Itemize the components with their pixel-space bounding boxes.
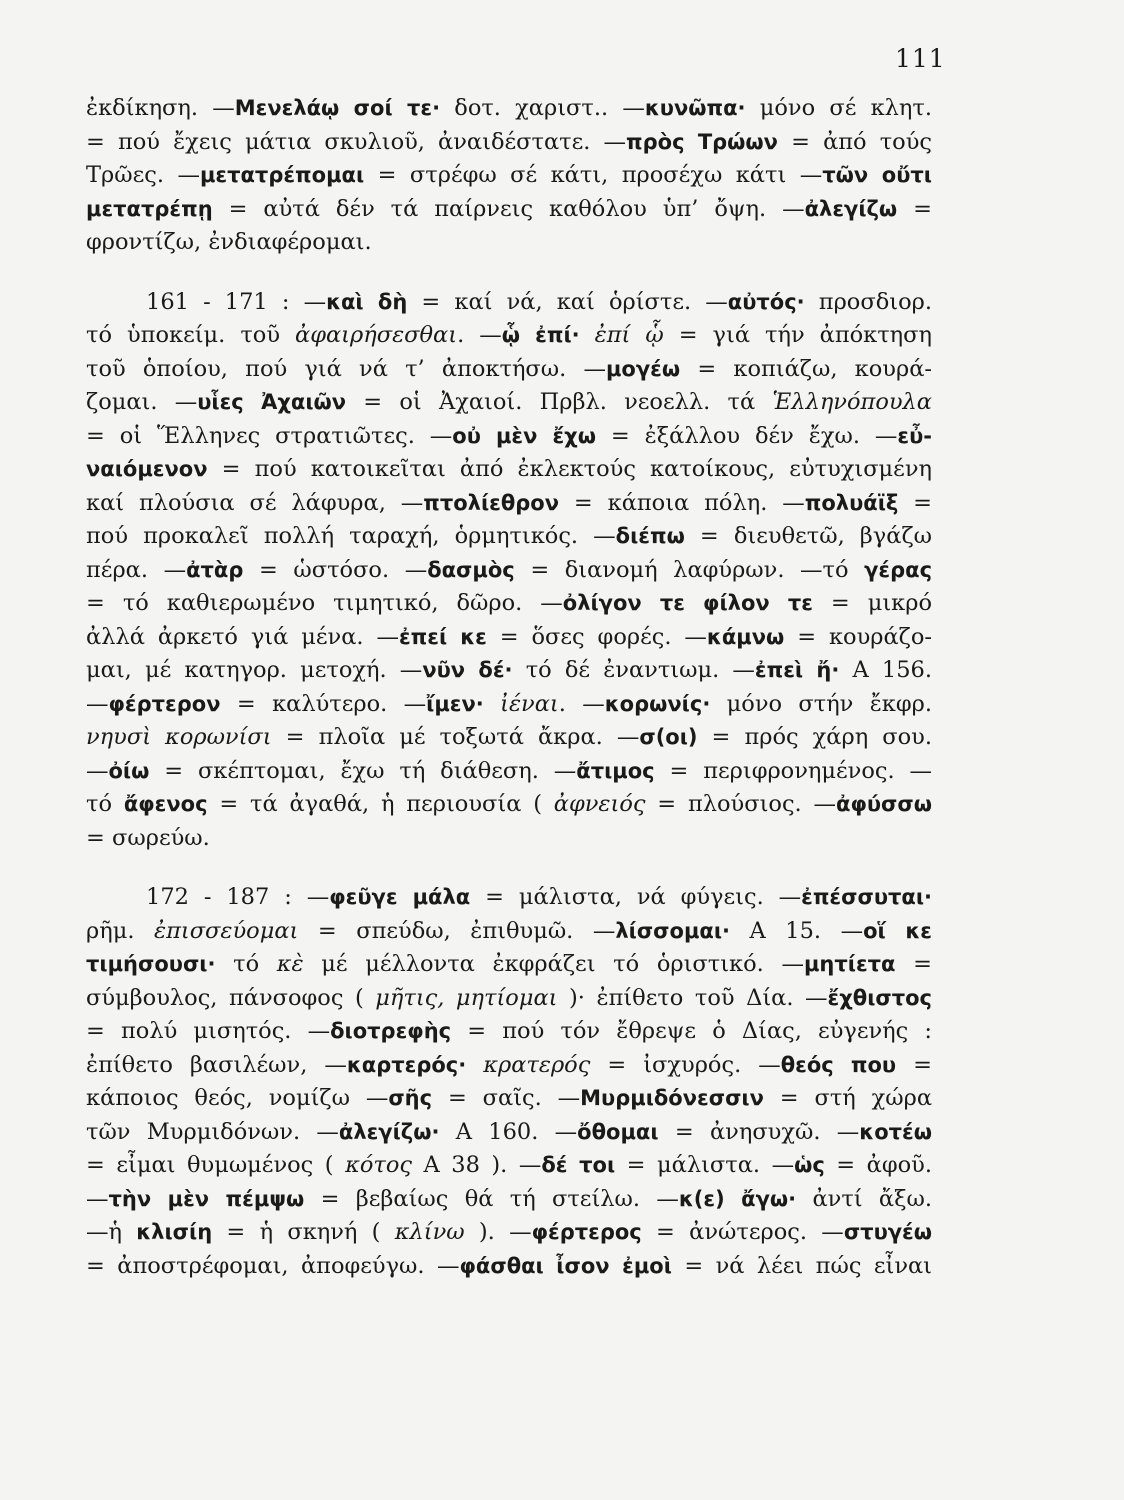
lemma-term: οἵ κε bbox=[863, 918, 932, 943]
lemma-term: κάμνω bbox=[706, 624, 785, 649]
lemma-term: εὖ- bbox=[897, 423, 932, 448]
lemma-term: δασμὸς bbox=[427, 557, 515, 582]
italic-form: ἀφαιρήσεσθαι bbox=[295, 322, 458, 348]
text-line: = ἀποστρέφομαι, ἀποφεύγω. —φάσθαι ἶσον ἐμοὶ = νά λέει πώς εἶναι bbox=[86, 1252, 932, 1279]
lemma-term: τιμήσουσι· bbox=[86, 952, 216, 976]
italic-form: κρατερός bbox=[483, 1051, 591, 1078]
lemma-term: ὡς bbox=[794, 1153, 825, 1177]
text-line: πέρα. —ἀτὰρ = ὡστόσο. —δασμὸς = διανομή λαφύρων. —τό γέρας bbox=[86, 556, 932, 583]
lemma-term: πολυάϊξ bbox=[804, 490, 899, 515]
text-line: τοῦ ὁποίου, πού γιά νά τ’ ἀποκτήσω. —μογέω = κοπιάζω, κουρά- bbox=[86, 355, 932, 382]
text-line: = οἱ Ἕλληνες στρατιῶτες. —οὐ μὲν ἔχω = ἐξάλλου δέν ἔχω. —εὖ- bbox=[86, 422, 932, 449]
text-line: = πού ἔχεις μάτια σκυλιοῦ, ἀναιδέστατε. —πρὸς Τρώων = ἀπό τούς bbox=[86, 128, 932, 155]
lemma-term: μετατρέπῃ bbox=[86, 196, 213, 221]
text-line: μετατρέπῃ = αὐτά δέν τά παίρνεις καθόλου ὑπ’ ὄψη. —ἀλεγίζω = bbox=[86, 195, 932, 222]
text-line: = τό καθιερωμένο τιμητικό, δῶρο. —ὀλίγον τε φίλον τε = μικρό bbox=[86, 590, 932, 616]
text-line: 172 - 187 : —φεῦγε μάλα = μάλιστα, νά φύγεις. —ἐπέσσυται· bbox=[146, 884, 932, 910]
text-line: φροντίζω, ἐνδιαφέρομαι. bbox=[86, 229, 372, 255]
lemma-term: πρὸς Τρώων bbox=[626, 129, 778, 154]
lemma-term: ἐπέσσυται· bbox=[801, 885, 932, 909]
text-line: μαι, μέ κατηγορ. μετοχή. —νῦν δέ· τό δέ ἐναντιωμ. —ἐπεὶ ἤ· Α 156. bbox=[86, 657, 932, 683]
page-number: 111 bbox=[895, 44, 946, 73]
lemma-term: κλισίη bbox=[136, 1220, 213, 1244]
lemma-term: αὐτός· bbox=[727, 289, 805, 314]
lemma-term: Μενελάῳ σοί τε· bbox=[234, 96, 441, 120]
lemma-term: τῶν οὔτι bbox=[822, 163, 932, 187]
text-line: —τὴν μὲν πέμψω = βεβαίως θά τή στείλω. —κ(ε) ἄγω· ἀντί ἄξω. bbox=[86, 1185, 932, 1212]
lemma-term: σῆς bbox=[388, 1086, 433, 1110]
lemma-term: κορωνίς· bbox=[604, 691, 711, 716]
text-line: τό ἄφενος = τά ἀγαθά, ἡ περιουσία ( ἀφνειός = πλούσιος. —ἀφύσσω bbox=[86, 791, 932, 817]
lemma-term: διοτρεφὴς bbox=[330, 1019, 452, 1043]
text-line: τιμήσουσι· τό κὲ μέ μέλλοντα ἐκφράζει τό ὁριστικό. —μητίετα = bbox=[86, 951, 932, 977]
lemma-term: κ(ε) ἄγω· bbox=[678, 1186, 797, 1211]
text-line: ἐπίθετο βασιλέων, —καρτερός· κρατερός = ἰσχυρός. —θεός που = bbox=[86, 1051, 932, 1078]
text-line: πού προκαλεῖ πολλή ταραχή, ὁρμητικός. —διέπω = διευθετῶ, βγάζω bbox=[86, 523, 932, 549]
text-line: = πολύ μισητός. —διοτρεφὴς = πού τόν ἔθρεψε ὁ Δίας, εὐγενής : bbox=[86, 1018, 932, 1044]
text-line: = σωρεύω. bbox=[86, 824, 210, 851]
lemma-term: φάσθαι ἶσον ἐμοὶ bbox=[459, 1253, 672, 1278]
lemma-term: σ(οι) bbox=[639, 725, 698, 749]
text-line: ζομαι. —υἷες Ἀχαιῶν = οἱ Ἀχαιοί. Πρβλ. νεοελλ. τά Ἑλληνόπουλα bbox=[86, 389, 932, 415]
paragraph-gap bbox=[86, 260, 932, 286]
text-line: = εἶμαι θυμωμένος ( κότος Α 38 ). —δέ τοι = μάλιστα. —ὡς = ἀφοῦ. bbox=[86, 1152, 932, 1178]
paragraph-gap bbox=[86, 855, 932, 881]
lemma-term: ναιόμενον bbox=[86, 457, 208, 481]
lemma-term: φέρτερος bbox=[531, 1220, 642, 1244]
italic-form: μῆτις, μητίομαι bbox=[375, 984, 558, 1011]
text-line: καί πλούσια σέ λάφυρα, —πτολίεθρον = κάποια πόλη. —πολυάϊξ = bbox=[86, 489, 932, 516]
lemma-term: καὶ δὴ bbox=[326, 289, 408, 314]
lemma-term: ὀλίγον τε φίλον τε bbox=[562, 591, 813, 615]
italic-form: κλίνω bbox=[394, 1219, 465, 1245]
text-line: 161 - 171 : —καὶ δὴ = καί νά, καί ὁρίστε. —αὐτός· προσδιορ. bbox=[146, 288, 932, 315]
italic-form: κὲ bbox=[276, 951, 304, 977]
lemma-term: ᾧ ἐπί· bbox=[501, 323, 580, 347]
text-line: ναιόμενον = πού κατοικεῖται ἀπό ἐκλεκτούς κατοίκους, εὐτυχισμένη bbox=[86, 456, 932, 482]
text-line: —ὀίω = σκέπτομαι, ἔχω τή διάθεση. —ἄτιμος = περιφρονημένος. — bbox=[86, 757, 932, 784]
text-line: τῶν Μυρμιδόνων. —ἀλεγίζω· Α 160. —ὄθομαι = ἀνησυχῶ. —κοτέω bbox=[86, 1118, 932, 1145]
lemma-term: ὄθομαι bbox=[577, 1119, 659, 1144]
text-line: ἀλλά ἀρκετό γιά μένα. —ἐπεί κε = ὅσες φορές. —κάμνω = κουράζο- bbox=[86, 623, 932, 650]
lemma-term: στυγέω bbox=[843, 1220, 932, 1244]
lemma-term: ἄτιμος bbox=[576, 758, 655, 783]
lemma-term: οὐ μὲν ἔχω bbox=[452, 423, 596, 448]
lemma-term: μογέω bbox=[605, 356, 681, 381]
commentary-text bbox=[86, 92, 932, 1283]
lemma-term: γέρας bbox=[864, 557, 932, 582]
lemma-term: ἀλεγίζω· bbox=[338, 1119, 440, 1144]
lemma-term: τὴν μὲν πέμψω bbox=[108, 1186, 305, 1211]
lemma-term: νῦν δέ· bbox=[422, 658, 513, 682]
text-line: σύμβουλος, πάνσοφος ( μῆτις, μητίομαι )· ἐπίθετο τοῦ Δία. —ἔχθιστος bbox=[86, 984, 932, 1011]
text-line: ἐκδίκηση. —Μενελάῳ σοί τε· δοτ. χαριστ.. —κυνῶπα· μόνο σέ κλητ. bbox=[86, 95, 932, 121]
text-line: —φέρτερον = καλύτερο. —ἴμεν· ἰέναι. —κορωνίς· μόνο στήν ἔκφρ. bbox=[86, 690, 932, 717]
lemma-term: καρτερός· bbox=[346, 1052, 467, 1077]
lemma-term: μητίετα bbox=[803, 952, 896, 976]
lemma-term: ἀτὰρ bbox=[186, 557, 244, 582]
italic-form: νηυσὶ κορωνίσι bbox=[86, 724, 272, 750]
italic-form: ἰέναι bbox=[500, 690, 559, 717]
lemma-term: διέπω bbox=[615, 524, 685, 548]
italic-form: ἐπισσεύομαι bbox=[154, 917, 299, 944]
text-line: κάποιος θεός, νομίζω —σῆς = σαῖς. —Μυρμιδόνεσσιν = στή χώρα bbox=[86, 1085, 932, 1111]
lemma-term: δέ τοι bbox=[541, 1153, 616, 1177]
lemma-term: λίσσομαι· bbox=[615, 918, 730, 943]
italic-form: Ἑλληνόπουλα bbox=[772, 389, 932, 415]
lemma-term: ἄφενος bbox=[123, 792, 208, 816]
lemma-term: θεός που bbox=[780, 1052, 897, 1077]
lemma-term: κυνῶπα· bbox=[644, 96, 746, 120]
lemma-term: ἀλεγίζω bbox=[804, 196, 898, 221]
lemma-term: ἔχθιστος bbox=[827, 985, 932, 1010]
lemma-term: Μυρμιδόνεσσιν bbox=[580, 1086, 764, 1110]
lemma-term: ὀίω bbox=[108, 758, 150, 783]
italic-form: κότος bbox=[345, 1152, 412, 1178]
lemma-term: πτολίεθρον bbox=[423, 490, 560, 515]
lemma-term: φεῦγε μάλα bbox=[329, 885, 471, 909]
lemma-term: ἴμεν· bbox=[426, 691, 484, 716]
italic-form: ἀφνειός bbox=[553, 791, 646, 817]
lemma-term: ἐπεὶ ἤ· bbox=[754, 658, 840, 682]
lemma-term: φέρτερον bbox=[108, 691, 221, 716]
lemma-term: ἀφύσσω bbox=[836, 792, 932, 816]
text-line: Τρῶες. —μετατρέπομαι = στρέφω σέ κάτι, προσέχω κάτι —τῶν οὔτι bbox=[86, 162, 932, 188]
text-line: νηυσὶ κορωνίσι = πλοῖα μέ τοξωτά ἄκρα. —σ(οι) = πρός χάρη σου. bbox=[86, 724, 932, 750]
lemma-term: υἷες Ἀχαιῶν bbox=[197, 390, 347, 414]
text-line: τό ὑποκείμ. τοῦ ἀφαιρήσεσθαι. —ᾧ ἐπί· ἐπί ᾧ = γιά τήν ἀπόκτηση bbox=[86, 322, 932, 348]
italic-form: ἐπί ᾧ bbox=[594, 322, 664, 348]
text-line: —ἡ κλισίη = ἡ σκηνή ( κλίνω ). —φέρτερος = ἀνώτερος. —στυγέω bbox=[86, 1219, 932, 1245]
text-line: ρῆμ. ἐπισσεύομαι = σπεύδω, ἐπιθυμῶ. —λίσσομαι· Α 15. —οἵ κε bbox=[86, 917, 932, 944]
lemma-term: ἐπεί κε bbox=[398, 624, 487, 649]
lemma-term: μετατρέπομαι bbox=[199, 163, 365, 187]
lemma-term: κοτέω bbox=[859, 1119, 932, 1144]
